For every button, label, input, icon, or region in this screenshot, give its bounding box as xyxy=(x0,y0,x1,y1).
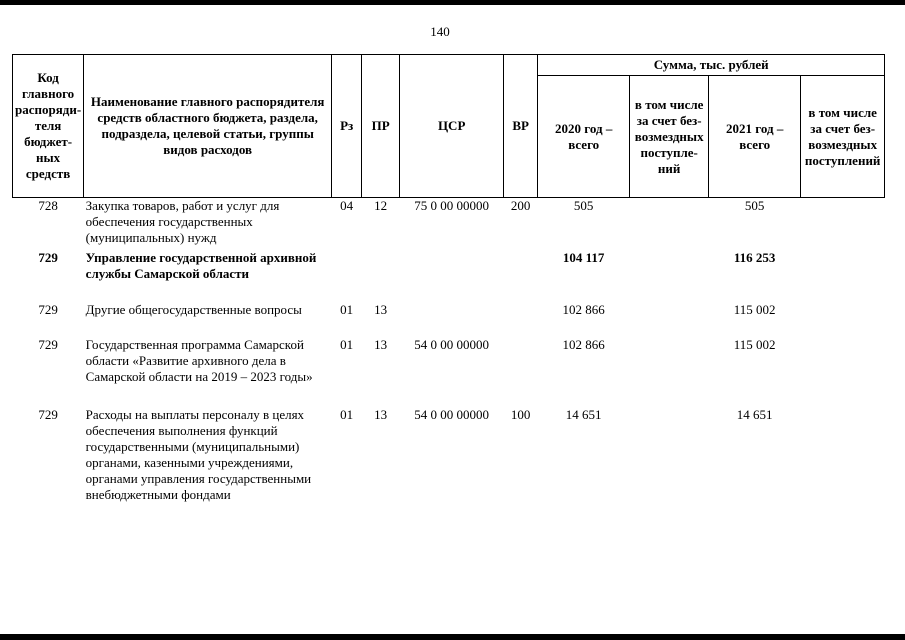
cell-pr xyxy=(362,250,400,302)
cell-pr: 13 xyxy=(374,406,388,422)
header-code: Код главного распорядителя бюджетных средств xyxy=(13,55,84,198)
cell-2021-free xyxy=(801,198,885,250)
cell-2020-free xyxy=(630,302,709,337)
header-2020-total: 2020 год – всего xyxy=(538,76,630,198)
header-sum-group: Сумма, тыс. рублей xyxy=(538,55,885,76)
table-row xyxy=(13,337,885,407)
cell-rz: 04 xyxy=(340,198,354,213)
header-name: Наименование главного распорядителя средств областного бюджета, раздела, подраздела, целевой статьи, группы видов расходов xyxy=(84,55,332,198)
cell-pr: 12 xyxy=(374,198,388,213)
cell-vr xyxy=(504,337,538,407)
cell-rz: 01 xyxy=(340,301,354,317)
cell-vr: 100 xyxy=(510,406,531,422)
cell-2021-total: 14 651 xyxy=(736,406,773,422)
cell-2021-free xyxy=(801,250,885,302)
cell-code: 729 xyxy=(38,406,58,422)
cell-2020-total: 505 xyxy=(573,198,594,213)
cell-2020-free xyxy=(630,407,709,547)
header-2021-free: в том числе за счет безвозмездных поступлений xyxy=(801,76,885,198)
cell-2021-total: 115 002 xyxy=(733,301,776,317)
cell-2021-free xyxy=(801,337,885,407)
table-row xyxy=(13,302,885,337)
cell-2020-total: 104 117 xyxy=(562,249,605,265)
cell-2020-total: 102 866 xyxy=(562,301,605,317)
cell-code: 728 xyxy=(38,198,58,213)
bottom-border xyxy=(0,634,905,640)
cell-2021-total: 115 002 xyxy=(733,336,776,352)
header-2020-free: в том числе за счет безвозмездных поступлений xyxy=(630,76,709,198)
cell-2020-total: 102 866 xyxy=(562,336,605,352)
table-row xyxy=(13,407,885,547)
table-row xyxy=(13,198,885,250)
cell-csr: 75 0 00 00000 xyxy=(414,198,490,213)
cell-name: Закупка товаров, работ и услуг для обеспечения государственных (муниципальных) нужд xyxy=(85,198,280,245)
cell-pr: 13 xyxy=(374,301,388,317)
cell-2020-free xyxy=(630,250,709,302)
cell-rz: 01 xyxy=(340,336,354,352)
cell-name: Государственная программа Самарской области «Развитие архивного дела в Самарской области на 2019 – 2023 годы» xyxy=(85,336,313,384)
header-pr: ПР xyxy=(362,55,400,198)
cell-rz xyxy=(332,250,362,302)
cell-vr xyxy=(504,250,538,302)
cell-csr: 54 0 00 00000 xyxy=(414,406,490,422)
cell-2020-total: 14 651 xyxy=(565,406,602,422)
cell-name: Управление государственной архивной службы Самарской области xyxy=(85,249,317,281)
cell-2021-free xyxy=(801,302,885,337)
cell-rz: 01 xyxy=(340,406,354,422)
header-csr: ЦСР xyxy=(400,55,504,198)
top-border xyxy=(0,0,905,5)
cell-2021-total: 116 253 xyxy=(733,249,776,265)
cell-2021-free xyxy=(801,407,885,547)
cell-name: Расходы на выплаты персоналу в целях обеспечения выполнения функций государственными (муниципальными) органами, казенными учреждениями, органами управления государственными внебюджетными фондами xyxy=(85,406,312,502)
cell-vr xyxy=(504,302,538,337)
page-number: 140 xyxy=(430,24,450,39)
cell-csr xyxy=(400,302,504,337)
header-2021-total: 2021 год – всего xyxy=(709,76,801,198)
header-rz: Рз xyxy=(332,55,362,198)
cell-csr: 54 0 00 00000 xyxy=(414,336,490,352)
header-vr: ВР xyxy=(504,55,538,198)
cell-pr: 13 xyxy=(374,336,388,352)
cell-code: 729 xyxy=(38,249,58,265)
budget-table xyxy=(12,54,885,547)
cell-code: 729 xyxy=(38,336,58,352)
cell-code: 729 xyxy=(38,301,58,317)
cell-2020-free xyxy=(630,337,709,407)
cell-vr: 200 xyxy=(510,198,531,213)
table-row xyxy=(13,250,885,302)
cell-2021-total: 505 xyxy=(744,198,765,213)
cell-2020-free xyxy=(630,198,709,250)
cell-name: Другие общегосударственные вопросы xyxy=(85,301,302,317)
cell-csr xyxy=(400,250,504,302)
